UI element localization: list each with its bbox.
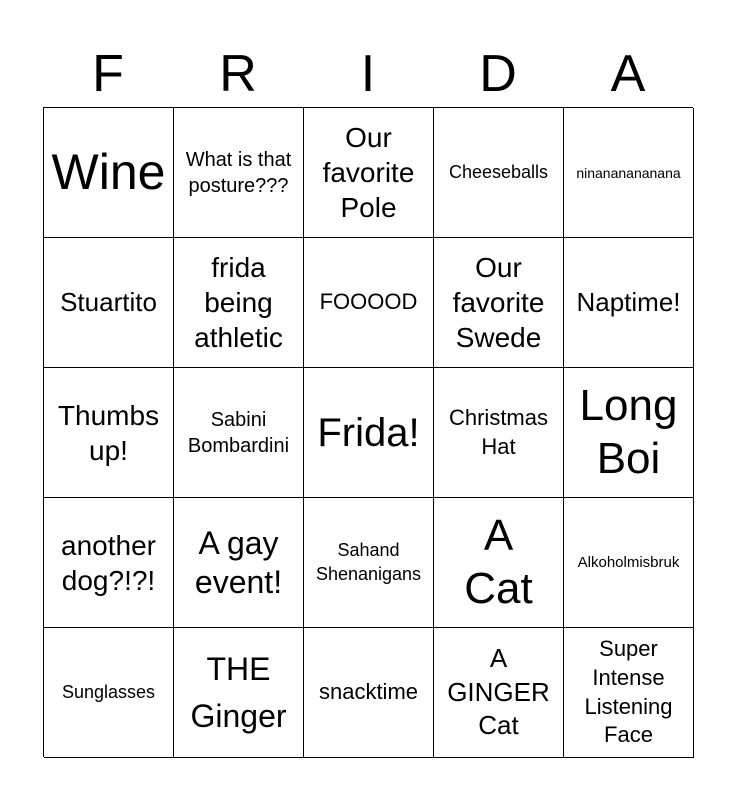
cell-text: frida being athletic: [194, 252, 283, 353]
bingo-cell[interactable]: [564, 498, 694, 628]
cell-text: Our favorite Swede: [452, 252, 545, 353]
cell-text: Sabini Bombardini: [187, 408, 290, 457]
bingo-cell[interactable]: [564, 368, 694, 498]
header-letter-r: R: [219, 45, 257, 103]
bingo-cell[interactable]: [174, 238, 304, 368]
bingo-cell[interactable]: [304, 238, 434, 368]
cell-text: A Cat: [464, 510, 533, 613]
cell-text: FOOOOD: [319, 289, 418, 315]
bingo-cell[interactable]: [304, 628, 434, 758]
cell-text: A gay event!: [194, 525, 283, 600]
cell-text: A GINGER Cat: [447, 642, 550, 741]
cell-text: THE Ginger: [190, 651, 287, 734]
header-letter-a: A: [610, 45, 646, 103]
bingo-cell[interactable]: [304, 108, 434, 238]
cell-text: Sunglasses: [61, 681, 156, 702]
header-letter-i: I: [360, 45, 376, 103]
bingo-cell[interactable]: [564, 108, 694, 238]
bingo-cell[interactable]: [174, 368, 304, 498]
bingo-cell[interactable]: [434, 108, 564, 238]
header-letter-d: D: [479, 45, 517, 103]
bingo-cell[interactable]: [564, 628, 694, 758]
cell-text: Christmas Hat: [448, 404, 548, 459]
cell-text: Our favorite Pole: [322, 122, 415, 223]
bingo-cell[interactable]: [304, 498, 434, 628]
cell-text: What is that posture???: [185, 148, 292, 197]
cell-text: Super Intense Listening Face: [584, 636, 673, 748]
bingo-cell[interactable]: [434, 368, 564, 498]
bingo-cell[interactable]: [44, 628, 174, 758]
bingo-cell[interactable]: [434, 238, 564, 368]
cell-text: Frida!: [317, 410, 420, 455]
bingo-cell[interactable]: [434, 628, 564, 758]
bingo-cell[interactable]: [44, 368, 174, 498]
bingo-cell[interactable]: [564, 238, 694, 368]
bingo-cell[interactable]: [44, 498, 174, 628]
bingo-cell[interactable]: [304, 368, 434, 498]
cell-text: Naptime!: [576, 286, 681, 317]
bingo-cell[interactable]: [174, 108, 304, 238]
bingo-cell[interactable]: [44, 108, 174, 238]
cell-text: Alkoholmisbruk: [577, 554, 680, 571]
cell-text: Sahand Shenanigans: [315, 540, 422, 584]
bingo-cell[interactable]: [44, 238, 174, 368]
cell-text: Wine: [51, 143, 166, 200]
bingo-header: [43, 40, 693, 108]
cell-text: Cheeseballs: [448, 161, 549, 182]
cell-text: ninananananana: [576, 164, 681, 181]
cell-text: Thumbs up!: [57, 399, 160, 466]
cell-text: snacktime: [318, 679, 419, 705]
cell-text: Long Boi: [579, 380, 678, 483]
bingo-cell[interactable]: [434, 498, 564, 628]
header-letter-f: F: [92, 45, 124, 103]
bingo-cell[interactable]: [174, 498, 304, 628]
cell-text: Stuartito: [60, 286, 157, 317]
cell-text: another dog?!?!: [61, 529, 156, 596]
bingo-board: [43, 107, 693, 757]
bingo-cell[interactable]: [174, 628, 304, 758]
